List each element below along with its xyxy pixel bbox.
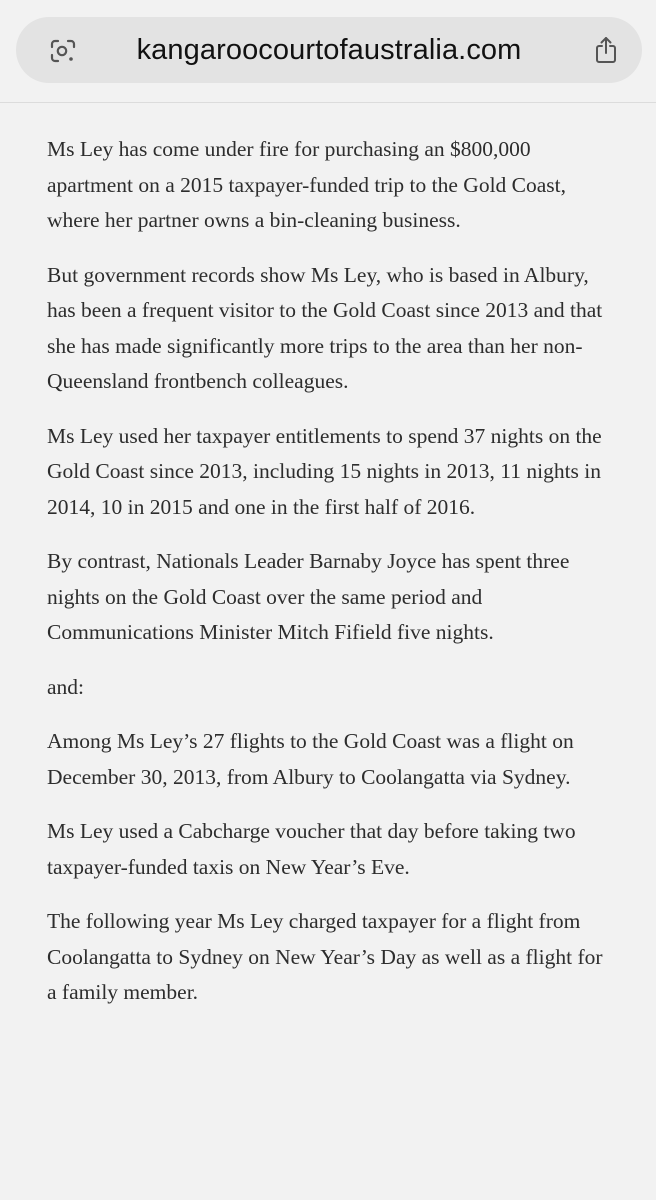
article-paragraph: Ms Ley has come under fire for purchasing an $800,000 apartment on a 2015 taxpayer-funded trip to the Gold Coast, where her partner owns a bin-cleaning business. <box>47 137 567 232</box>
article-body <box>47 132 617 1030</box>
article-paragraph: But government records show Ms Ley, who is based in Albury, has been a frequent visitor to the Gold Coast since 2013 and that she has made significantly more trips to the area than her non-Queensland frontbench colleagues. <box>47 262 603 393</box>
google-lens-icon[interactable] <box>50 39 76 63</box>
article-paragraph: Ms Ley used a Cabcharge voucher that day before taking two taxpayer-funded taxis on New Year’s Eve. <box>47 819 576 879</box>
article-paragraph: By contrast, Nationals Leader Barnaby Joyce has spent three nights on the Gold Coast over the same period and Communications Minister Mitch Fifield five nights. <box>47 549 570 644</box>
share-icon[interactable] <box>594 36 618 64</box>
article-paragraph: Ms Ley used her taxpayer entitlements to spend 37 nights on the Gold Coast since 2013, including 15 nights in 2013, 11 nights in 2014, 10 in 2015 and one in the first half of 2016. <box>47 423 602 519</box>
article-paragraph: and: <box>47 674 85 699</box>
url-text[interactable]: kangaroocourtofaustralia.com <box>136 33 522 66</box>
article-paragraph: Among Ms Ley’s 27 flights to the Gold Coast was a flight on December 30, 2013, from Albury to Coolangatta via Sydney. <box>47 729 574 789</box>
article-paragraph: The following year Ms Ley charged taxpayer for a flight from Coolangatta to Sydney on New Year’s Day as well as a flight for a family member. <box>47 909 603 1004</box>
browser-top-bar <box>0 0 656 103</box>
address-bar[interactable] <box>16 17 642 83</box>
